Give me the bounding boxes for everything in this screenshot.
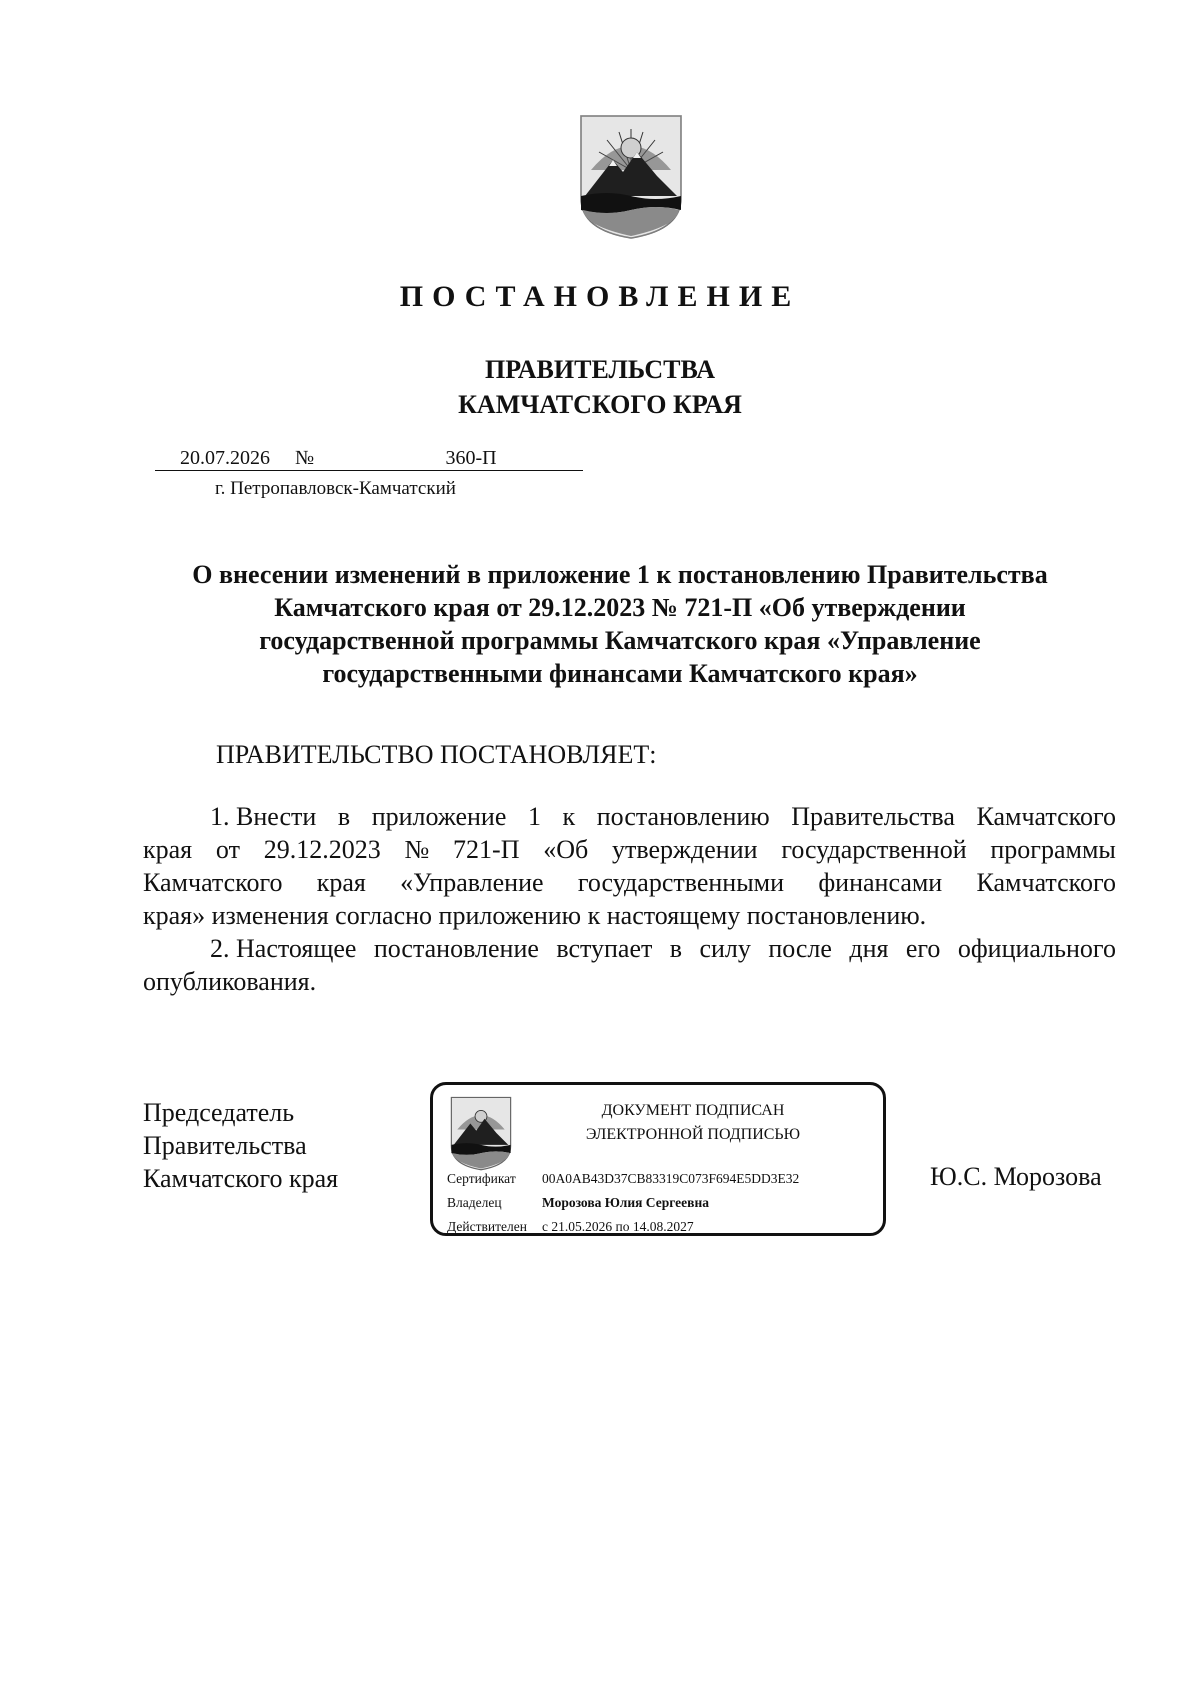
number-sign: №	[295, 446, 319, 471]
body-word: края	[316, 868, 366, 897]
stamp-validity-row	[447, 1219, 694, 1235]
coat-of-arms-icon	[577, 112, 685, 240]
body-word: 1	[527, 802, 541, 831]
body-word: «Управление	[400, 868, 544, 897]
body-word: приложение	[371, 802, 507, 831]
body-line	[143, 932, 1116, 965]
body-word: вступает	[556, 934, 653, 963]
body-word: 29.12.2023	[263, 835, 381, 864]
digital-signature-stamp	[430, 1082, 886, 1236]
stamp-emblem-icon	[449, 1095, 513, 1171]
body-line	[143, 800, 1116, 833]
position-line: Камчатского края	[143, 1164, 339, 1193]
body-line: края» изменения согласно приложению к настоящему постановлению.	[143, 901, 927, 930]
subject-line: Камчатского края от 29.12.2023 № 721-П «Об утверждении	[274, 593, 966, 622]
document-number: 360-П	[359, 446, 583, 471]
body-word: в	[669, 934, 683, 963]
document-registration-row	[155, 446, 583, 471]
certificate-value: 00A0AB43D37CB83319C073F694E5DD3E32	[542, 1171, 800, 1186]
resolution-heading: ПРАВИТЕЛЬСТВО ПОСТАНОВЛЯЕТ:	[216, 740, 657, 769]
body-word: постановление	[373, 934, 539, 963]
body-word: №	[404, 835, 430, 864]
document-subject	[140, 558, 1100, 690]
stamp-owner-row	[447, 1195, 709, 1211]
body-word: Камчатского	[976, 802, 1116, 831]
certificate-label: Сертификат	[447, 1171, 516, 1186]
stamp-title-line: ДОКУМЕНТ ПОДПИСАН	[601, 1102, 785, 1119]
body-word: государственной	[781, 835, 967, 864]
body-line: опубликования.	[143, 967, 317, 996]
body-word: постановлению	[596, 802, 770, 831]
validity-value: с 21.05.2026 по 14.08.2027	[542, 1219, 694, 1234]
stamp-title	[523, 1099, 863, 1147]
position-line: Председатель	[143, 1098, 295, 1127]
body-word: от	[215, 835, 240, 864]
owner-value: Морозова Юлия Сергеевна	[542, 1195, 709, 1210]
body-word: к	[562, 802, 576, 831]
owner-label: Владелец	[447, 1195, 502, 1210]
body-line	[143, 866, 1116, 899]
document-body	[143, 800, 1116, 998]
body-word: края	[143, 835, 193, 864]
issuer-line: ПРАВИТЕЛЬСТВА	[485, 355, 715, 384]
signer-name: Ю.С. Морозова	[930, 1162, 1102, 1191]
body-word: силу	[699, 934, 751, 963]
body-word: его	[905, 934, 941, 963]
stamp-title-line: ЭЛЕКТРОННОЙ ПОДПИСЬЮ	[585, 1126, 801, 1143]
signatory-position	[143, 1096, 338, 1195]
body-word: 721-П	[453, 835, 520, 864]
body-word: после	[768, 934, 832, 963]
body-word: программы	[990, 835, 1116, 864]
body-word: государственными	[577, 868, 785, 897]
body-word: официального	[957, 934, 1116, 963]
subject-line: государственной программы Камчатского края «Управление	[259, 626, 981, 655]
stamp-certificate-row	[447, 1171, 799, 1187]
body-word: Камчатского	[976, 868, 1116, 897]
document-city: г. Петропавловск-Камчатский	[215, 478, 456, 499]
body-word: дня	[849, 934, 889, 963]
document-date: 20.07.2026	[155, 446, 295, 471]
body-word: в	[337, 802, 351, 831]
position-line: Правительства	[143, 1131, 307, 1160]
body-word: «Об	[543, 835, 589, 864]
subject-line: государственными финансами Камчатского края»	[322, 659, 918, 688]
issuer-title	[0, 352, 1200, 422]
underline-gap	[319, 446, 359, 471]
body-word: финансами	[818, 868, 943, 897]
issuer-line: КАМЧАТСКОГО КРАЯ	[458, 390, 742, 419]
body-word: 2. Настоящее	[210, 934, 357, 963]
validity-label: Действителен	[447, 1219, 527, 1234]
body-word: 1. Внести	[210, 802, 317, 831]
body-word: утверждении	[612, 835, 758, 864]
subject-line: О внесении изменений в приложение 1 к постановлению Правительства	[192, 560, 1048, 589]
body-word: Камчатского	[143, 868, 283, 897]
document-kind-title: ПОСТАНОВЛЕНИЕ	[399, 280, 801, 313]
body-line	[143, 833, 1116, 866]
body-word: Правительства	[791, 802, 955, 831]
